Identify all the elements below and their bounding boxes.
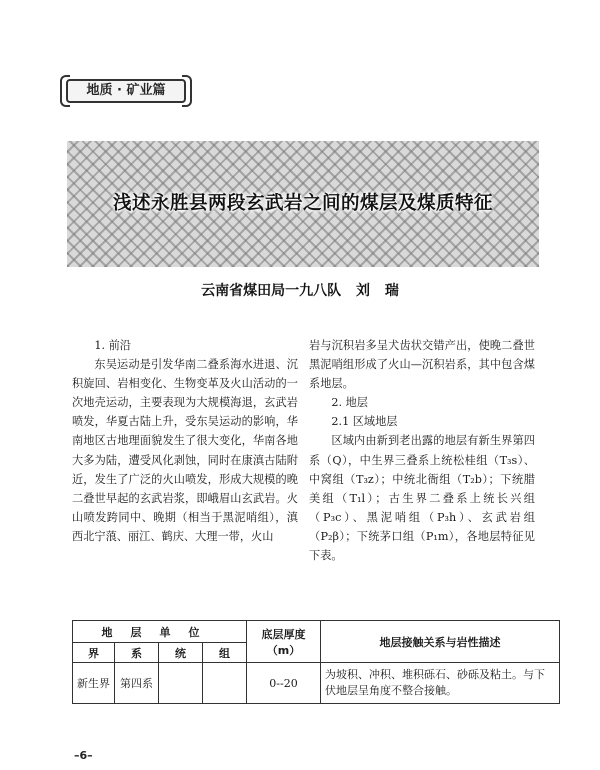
table-cell — [159, 663, 203, 704]
table-cell: 0--20 — [247, 663, 321, 704]
thickness-header: 底层厚度 （m） — [247, 621, 321, 663]
right-column — [309, 336, 535, 565]
body-paragraph: 区域内由新到老出露的地层有新生界第四系（Q），中生界三叠系上统松桂组（T₃s）、中窝组（T₃z）；中统北衙组（T₂b）；下统腊美组（T₁l）；古生界二叠系上统长兴组（P₃c）、黑泥哨组（P₃h）、玄武岩组（P₂β）；下统茅口组（P₁m），各地层特征见下表。 — [309, 434, 535, 563]
column-header: 统 — [159, 643, 203, 663]
page-number: –6– — [74, 749, 93, 762]
unit-header: 地层单位 — [73, 621, 247, 643]
column-header: 界 — [73, 643, 115, 663]
subsection-heading: 2.1 区域地层 — [331, 415, 398, 429]
body-paragraph: 东吴运动是引发华南二叠系海水进退、沉积旋回、岩相变化、生物变革及火山活动的一次地壳运动，主要表现为大规模海退，玄武岩喷发，华夏古陆上升，受东吴运动的影响，华南地区古地理面貌发生了很大变化，华南各地大多为陆，遭受风化剥蚀，同时在康滇古陆附近，发生了广泛的火山喷发，形成大规模的晚二叠世早起的玄武岩浆，即峨眉山玄武岩。火山喷发跨同中、晚期（相当于黑泥哨组），滇西北宁蒗、丽江、鹤庆、大理一带，火山 — [72, 358, 298, 543]
left-column — [72, 336, 298, 546]
title-banner — [67, 141, 539, 267]
section-tag: 地质 · 矿业篇 — [66, 79, 186, 103]
table-cell — [203, 663, 247, 704]
column-header: 组 — [203, 643, 247, 663]
article-title: 浅述永胜县两段玄武岩之间的煤层及煤质特征 — [112, 193, 493, 214]
body-paragraph-continued: 岩与沉积岩多呈犬齿状交错产出，使晚二叠世黑泥哨组形成了火山—沉积岩系，其中包含煤系地层。 — [309, 339, 535, 391]
section-heading: 1. 前沿 — [94, 339, 131, 352]
table-cell: 为坡积、冲积、堆积砾石、砂砾及粘土。与下伏地层呈角度不整合接触。 — [321, 663, 560, 704]
table-cell: 新生界 — [73, 663, 115, 704]
table-cell: 第四系 — [115, 663, 159, 704]
strata-table — [72, 620, 560, 704]
description-header: 地层接触关系与岩性描述 — [321, 621, 560, 663]
column-header: 系 — [115, 643, 159, 663]
table-row — [73, 663, 560, 704]
section-heading: 2. 地层 — [331, 396, 368, 410]
author-line: 云南省煤田局一九八队 刘 瑞 — [201, 283, 399, 299]
